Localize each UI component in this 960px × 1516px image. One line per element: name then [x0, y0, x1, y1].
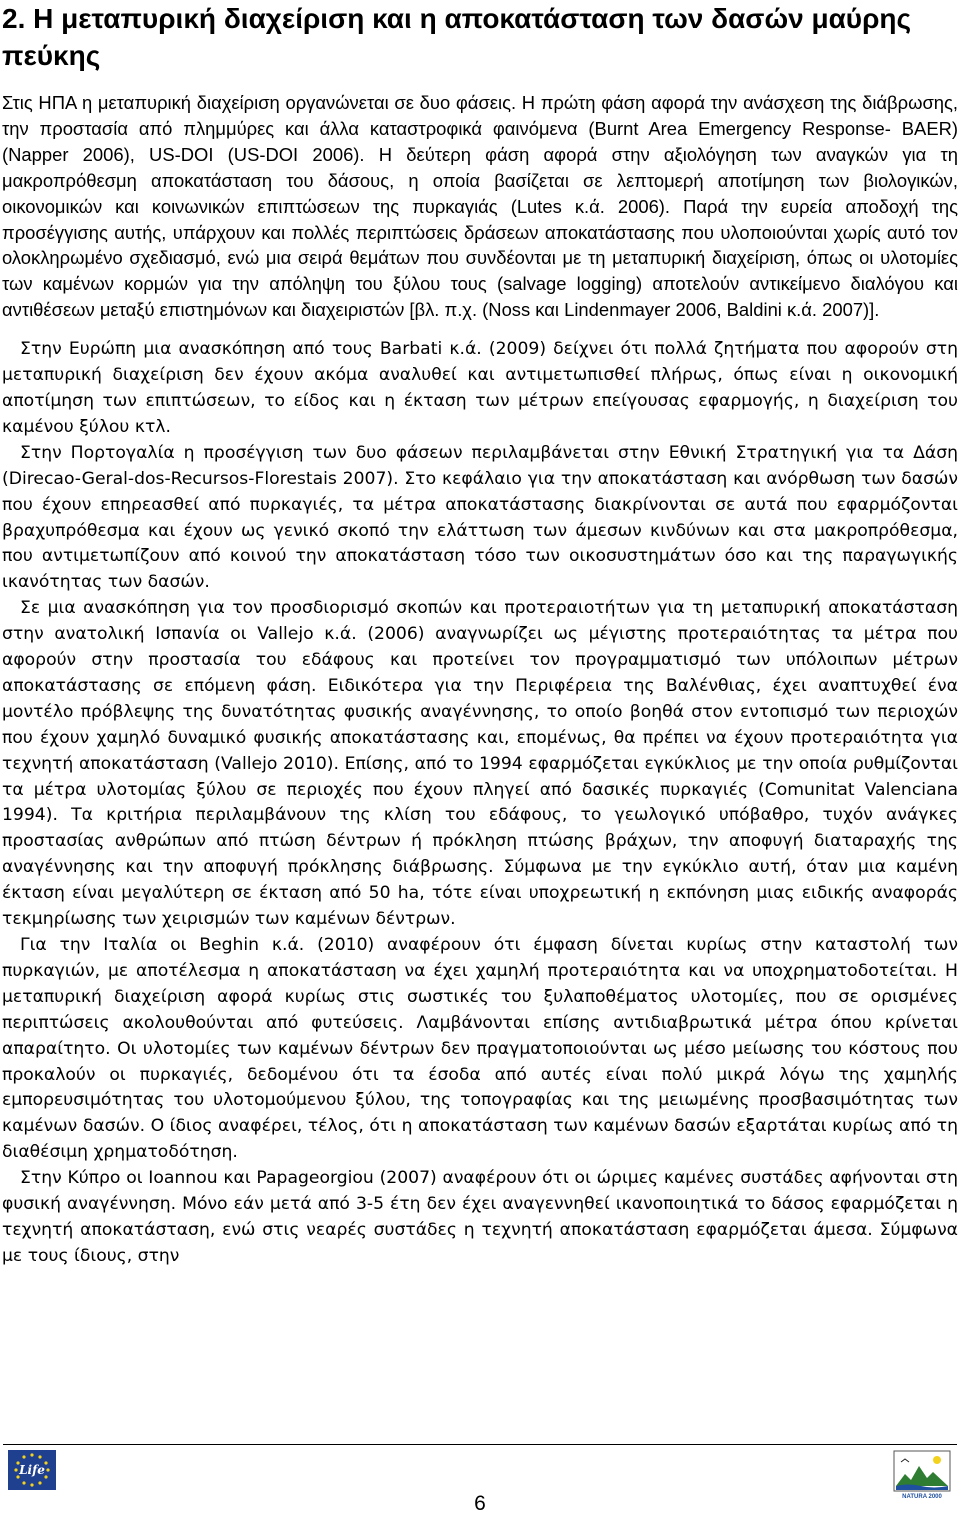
paragraph-cyprus: Στην Κύπρο οι Ioannou και Papageorgiou (2007) αναφέρουν ότι οι ώριμες καμένες συστάδες αφήνονται στη φυσική αναγέννηση. Μόνο εάν μετά από 3-5 έτη δεν έχει αναγεννηθεί ικανοποιητικά το δάσος εφαρμόζεται η τεχνητή αποκατάσταση, ενώ στις νεαρές συστάδες η τεχνητή αποκατάσταση εφαρμόζεται άμεσα. Σύμφωνα με τους ίδιους, στην [2, 1168, 958, 1266]
paragraph-usa: Στις ΗΠΑ η μεταπυρική διαχείριση οργανώνεται σε δυο φάσεις. Η πρώτη φάση αφορά την ανάσχεση της διάβρωσης, την προστασία από πλημμύρες και άλλα καταστροφικά φαινόμενα (Burnt Area Emergency Response- BAER) (Napper 2006), US-DOI (US-DOI 2006). Η δεύτερη φάση αφορά στην αξιολόγηση των αναγκών για τη μακροπρόθεσμη αποκατάσταση του δάσους, η οποία βασίζεται σε λεπτομερή αποτίμηση των βιολογικών, οικονομικών και κοινωνικών επιπτώσεων της πυρκαγιάς (Lutes κ.ά. 2006). Παρά την ευρεία αποδοχή της προσέγγισης αυτής, υπάρχουν και πολλές περιπτώσεις δράσεων αποκατάστασης που υλοποιούνται χωρίς αυτό τον ολοκληρωμένο σχεδιασμό, ενώ μια σειρά θεμάτων που συνδέονται με τη μεταπυρική διαχείριση, όπως οι υλοτομίες των καμένων κορμών για την απόληψη του ξύλου τους (salvage logging) αποτελούν αντικείμενο διαλόγου και αντιθέσεων μεταξύ επιστημόνων και διαχειριστών [βλ. π.χ. (Noss και Lindenmayer 2006, Baldini κ.ά. 2007)]. [2, 92, 958, 321]
paragraph-europe: Στην Ευρώπη μια ανασκόπηση από τους Barbati κ.ά. (2009) δείχνει ότι πολλά ζητήματα που αφορούν στη μεταπυρική διαχείριση δεν έχουν ακόμα αναλυθεί και αντιμετωπισθεί πλήρως, όπως είναι η οικονομική αποτίμηση των επιπτώσεων, το είδος και η έκταση των μέτρων επείγουσας εφαρμογής, η διαχείριση του καμένου ξύλου κτλ. [2, 339, 958, 437]
page-footer [0, 1444, 960, 1513]
page-number: 6 [474, 1492, 486, 1515]
life-logo [8, 1450, 56, 1490]
footer-divider [3, 1444, 957, 1445]
svg-text:NATURA 2000: NATURA 2000 [902, 1494, 942, 1500]
section-heading: 2. Η μεταπυρική διαχείριση και η αποκατάσταση των δασών μαύρης πεύκης [2, 3, 912, 71]
svg-text:Life: Life [19, 1463, 45, 1477]
paragraph-portugal: Στην Πορτογαλία η προσέγγιση των δυο φάσεων περιλαμβάνεται στην Εθνική Στρατηγική για τα Δάση (Direcao-Geral-dos-Recursos-Florestais 2007). Στο κεφάλαιο για την αποκατάσταση και ανόρθωση των δασών που έχουν επηρεασθεί από πυρκαγιές, τα μέτρα αποκατάστασης διακρίνονται σε αυτά που εφαρμόζονται βραχυπρόθεσμα και έχουν ως γενικό σκοπό την ελάττωση των άμεσων κινδύνων και στα μακροπρόθεσμα, που αντιμετωπίζουν από κοινού την αποκατάσταση τόσο των οικοσυστημάτων όσο και της παραγωγικής ικανότητας των δασών. [2, 442, 958, 593]
paragraph-spain: Σε μια ανασκόπηση για τον προσδιορισμό σκοπών και προτεραιοτήτων για τη μεταπυρική αποκατάσταση στην ανατολική Ισπανία οι Vallejo κ.ά. (2006) αναγνωρίζει ως μέγιστης προτεραιότητας τα μέτρα που αφορούν στην προστασία του εδάφους και προτείνει τον προγραμματισμό των υπόλοιπων μέτρων αποκατάστασης σε επόμενη φάση. Ειδικότερα για την Περιφέρεια της Βαλένθιας, έχει αναπτυχθεί ένα μοντέλο πρόβλεψης της δυνατότητας φυσικής αναγέννησης, το οποίο βοηθά στον εντοπισμό των περιοχών που έχουν χαμηλό δυναμικό φυσικής αποκατάστασης και, επομένως, θα πρέπει να έχουν προτεραιότητα για τεχνητή αποκατάσταση (Vallejo 2010). Επίσης, από το 1994 εφαρμόζεται εγκύκλιος με την οποία ρυθμίζονται τα μέτρα υλοτομίας ξύλου σε περιοχές που έχουν πληγεί από δασικές πυρκαγιές (Comunitat Valenciana 1994). Τα κριτήρια περιλαμβάνουν της κλίση του εδάφους, το γεωλογικό υπόβαθρο, τυχόν ανάγκες προστασίας ανθρώπων από πτώση δέντρων ή πρόκληση πτώσης βράχων, την αποφυγή διαταραχής της αναγέννησης και την αποφυγή πρόκλησης διάβρωσης. Σύμφωνα με την εγκύκλιο αυτή, όταν μια καμένη έκταση είναι μεγαλύτερη σε έκταση από 50 ha, τότε είναι υποχρεωτική η εκπόνηση μιας ειδικής αναφοράς τεκμηρίωσης των χειρισμών των καμένων δέντρων. [2, 598, 958, 930]
paragraph-italy: Για την Ιταλία οι Beghin κ.ά. (2010) αναφέρουν ότι έμφαση δίνεται κυρίως στην καταστολή των πυρκαγιών, με αποτέλεσμα η αποκατάσταση να έχει χαμηλή προτεραιότητα και να υποχρηματοδοτείται. Η μεταπυρική διαχείριση αφορά κυρίως στις σωστικές του ξυλαποθέματος υλοτομίες, που σε ορισμένες περιπτώσεις ακολουθούνται από φυτεύσεις. Λαμβάνονται επίσης αντιδιαβρωτικά μέτρα όπου κρίνεται απαραίτητο. Οι υλοτομίες των καμένων δέντρων δεν πραγματοποιούνται ως μέσο μείωσης του κόστους που προκαλούν οι πυρκαγιές, δεδομένου ότι τα έσοδα από αυτές είναι πολύ μικρά λόγω της χαμηλής εμπορευσιμότητας του υλοτομούμενου ξύλου, της τοπογραφίας και της μειωμένης προσβασιμότητας των καμένων δασών. Ο ίδιος αναφέρει, τέλος, ότι η αποκατάσταση των καμένων δασών εξαρτάται κυρίως από τη διαθέσιμη χρηματοδότηση. [2, 935, 958, 1163]
body-text [2, 90, 958, 1270]
